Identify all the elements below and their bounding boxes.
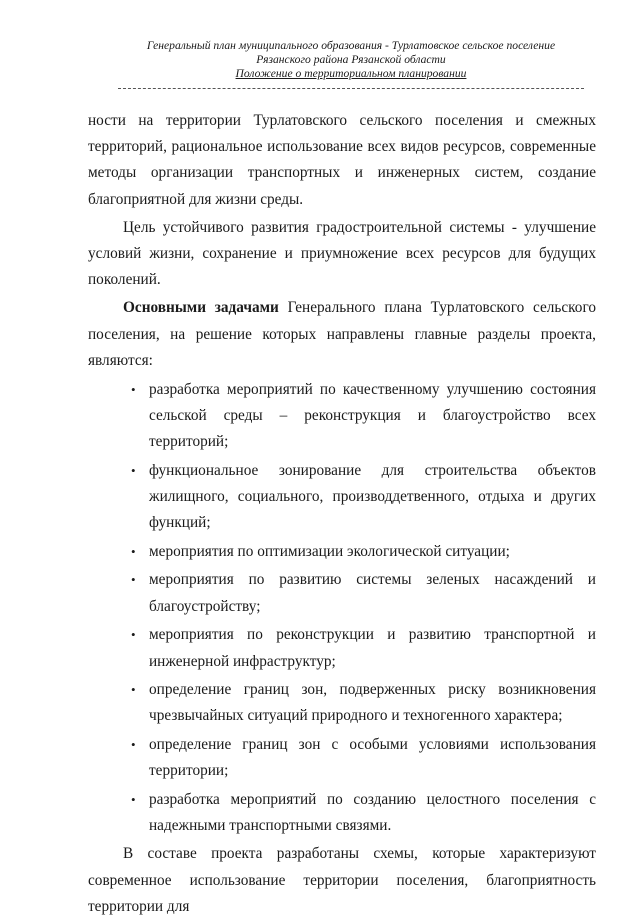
list-item-text: мероприятия по развитию системы зеленых насаждений и благоустройству; <box>149 571 596 615</box>
list-item <box>88 622 596 674</box>
paragraph-goal: Цель устойчивого развития градостроительной системы - улучшение условий жизни, сохранение и приумножение всех ресурсов для будущих поколений. <box>88 218 596 289</box>
running-header <box>118 39 584 81</box>
list-item <box>88 458 596 537</box>
list-item-text: разработка мероприятий по созданию целостного поселения с надежными транспортными связями. <box>149 791 596 835</box>
paragraph-tasks-intro <box>88 295 596 374</box>
list-item <box>88 787 596 839</box>
bullet-icon: • <box>131 462 136 478</box>
list-item-text: определение границ зон с особыми условиями использования территории; <box>149 736 596 780</box>
list-item <box>88 732 596 784</box>
list-item <box>88 377 596 456</box>
bullet-icon: • <box>131 682 136 698</box>
bullet-icon: • <box>131 792 136 808</box>
list-item-text: функциональное зонирование для строительства объектов жилищного, социального, производдетвенного, отдыха и других функций; <box>149 461 596 532</box>
list-item-text: мероприятия по реконструкции и развитию транспортной и инженерной инфраструктур; <box>149 626 596 670</box>
header-line-title: Генеральный план муниципального образования - Турлатовское сельское поселение <box>146 39 556 52</box>
header-divider <box>118 88 584 89</box>
header-line-region: Рязанского района Рязанской области <box>256 53 446 66</box>
bullet-icon: • <box>131 381 136 397</box>
header-line-section: Положение о территориальном планировании <box>235 67 467 80</box>
list-item-text: разработка мероприятий по качественному улучшению состояния сельской среды – реконструкция и благоустройство всех территорий; <box>149 380 596 450</box>
list-item <box>88 539 596 565</box>
tasks-list <box>88 377 596 840</box>
paragraph-continuation: ности на территории Турлатовского сельского поселения и смежных территорий, рациональное использование всех видов ресурсов, современные методы организации транспортных и инженерных систем, создание благоприятной для жизни среды. <box>88 112 596 208</box>
tasks-intro-text: Генерального плана Турлатовского сельского поселения, на решение которых направлены главные разделы проекта, являются: <box>88 299 596 369</box>
bullet-icon: • <box>131 572 136 588</box>
list-item-text: мероприятия по оптимизации экологической ситуации; <box>149 542 510 560</box>
list-item-text: определение границ зон, подверженных риску возникновения чрезвычайных ситуаций природного и техногенного характера; <box>149 681 596 725</box>
tasks-heading-bold: Основными задачами <box>123 299 279 317</box>
paragraph-schemes: В составе проекта разработаны схемы, которые характеризуют современное использование территории поселения, благоприятность территории для <box>88 845 596 915</box>
list-item <box>88 567 596 619</box>
list-item <box>88 677 596 729</box>
bullet-icon: • <box>131 543 136 559</box>
bullet-icon: • <box>131 627 136 643</box>
bullet-icon: • <box>131 737 136 753</box>
document-body <box>88 108 596 920</box>
